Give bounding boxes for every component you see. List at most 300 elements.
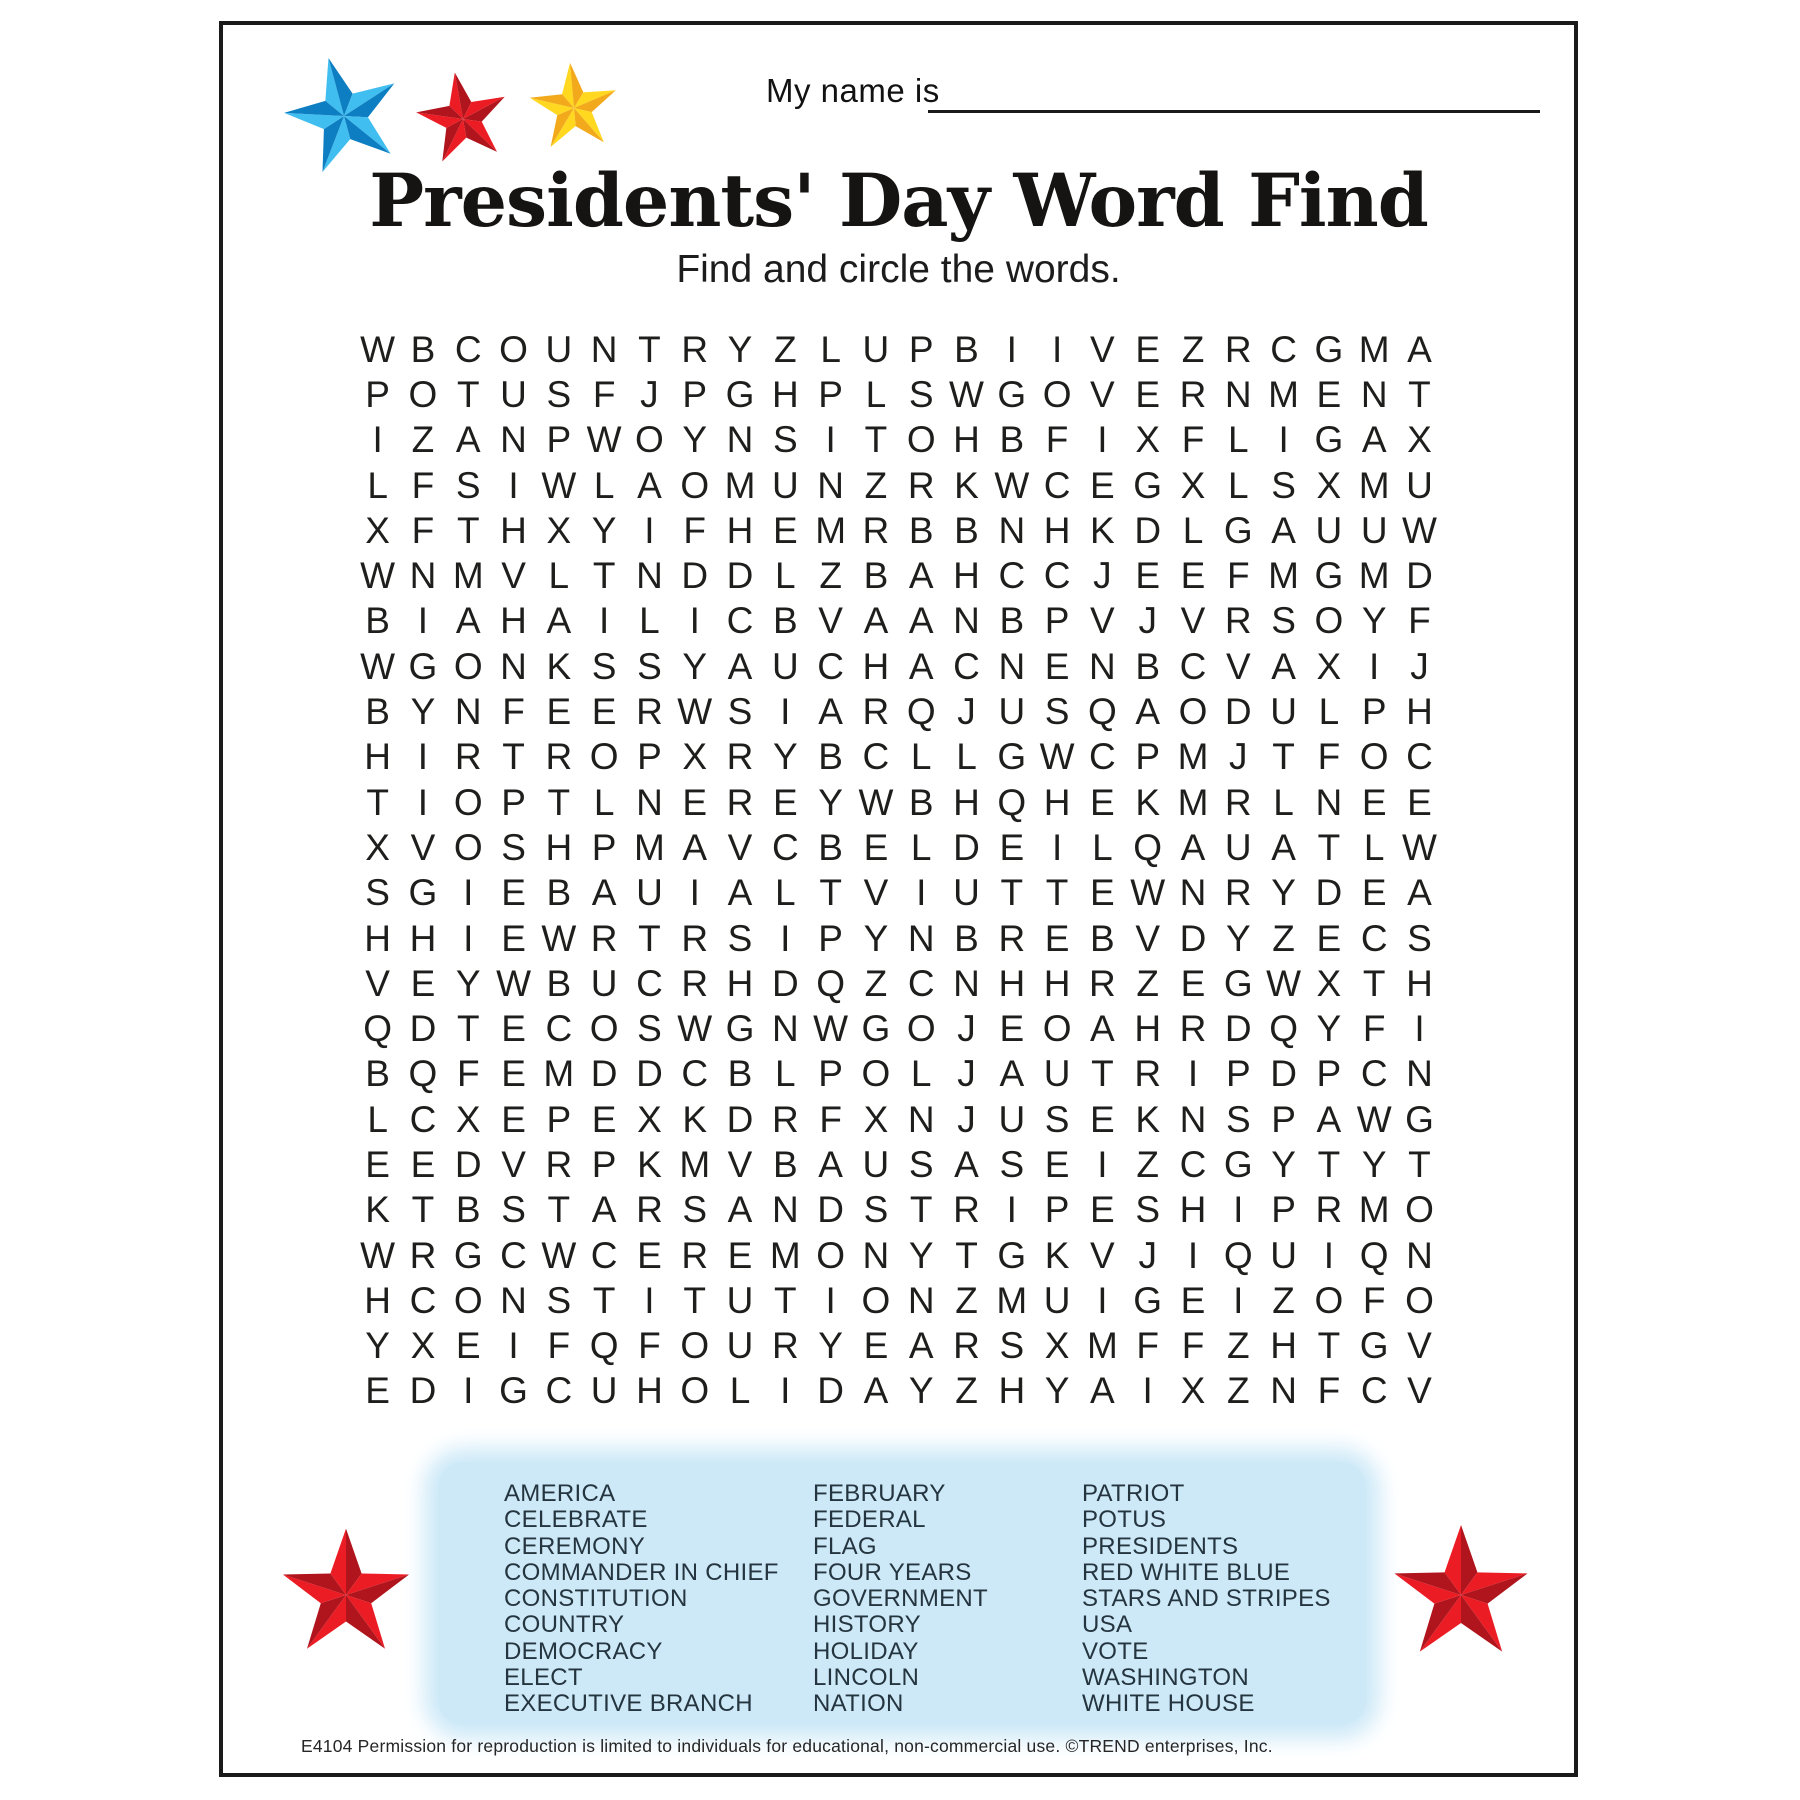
grid-letter: C: [409, 1098, 437, 1140]
grid-letter: S: [1271, 600, 1296, 642]
grid-letter: O: [453, 826, 483, 868]
grid-letter: V: [410, 826, 436, 868]
grid-letter: G: [997, 373, 1027, 415]
grid-letter: T: [638, 917, 661, 959]
grid-letter: M: [679, 1143, 711, 1185]
grid-letter: Q: [1223, 1234, 1253, 1276]
word-item: CELEBRATE: [504, 1506, 648, 1534]
grid-letter: A: [1407, 328, 1432, 370]
grid-letter: E: [365, 1143, 390, 1185]
grid-letter: S: [365, 872, 390, 914]
grid-letter: I: [780, 1370, 791, 1412]
grid-letter: I: [1187, 1234, 1199, 1276]
word-item: FEDERAL: [813, 1506, 926, 1534]
grid-letter: J: [957, 1008, 976, 1050]
grid-letter: L: [1182, 509, 1204, 551]
grid-letter: N: [636, 555, 663, 597]
grid-letter: F: [502, 691, 525, 733]
grid-letter: P: [1271, 1189, 1296, 1231]
grid-letter: C: [545, 1370, 573, 1412]
grid-letter: E: [1316, 917, 1342, 959]
grid-letter: N: [636, 781, 663, 823]
grid-letter: L: [639, 600, 660, 642]
grid-letter: T: [1045, 872, 1069, 914]
grid-letter: B: [365, 691, 390, 733]
grid-letter: X: [1316, 645, 1342, 687]
grid-letter: B: [772, 1143, 798, 1185]
grid-letter: E: [1090, 781, 1115, 823]
grid-letter: E: [772, 509, 798, 551]
grid-letter: T: [638, 328, 661, 370]
grid-letter: M: [452, 555, 484, 597]
grid-letter: H: [998, 1370, 1026, 1412]
grid-letter: D: [590, 1053, 618, 1095]
grid-letter: G: [1314, 419, 1344, 461]
grid-letter: O: [1314, 1279, 1344, 1321]
grid-letter: F: [1317, 1370, 1341, 1412]
grid-letter: P: [908, 328, 934, 370]
grid-letter: U: [726, 1325, 754, 1367]
grid-letter: F: [547, 1325, 571, 1367]
grid-letter: U: [1270, 691, 1297, 733]
grid-letter: J: [1093, 555, 1112, 597]
grid-letter: F: [1181, 1325, 1205, 1367]
grid-letter: R: [771, 1325, 799, 1367]
grid-letter: K: [1090, 509, 1115, 551]
grid-letter: E: [1135, 373, 1161, 415]
grid-letter: C: [1043, 464, 1071, 506]
grid-letter: S: [637, 645, 662, 687]
grid-letter: C: [681, 1053, 709, 1095]
grid-letter: C: [726, 600, 754, 642]
grid-letter: D: [454, 1143, 482, 1185]
grid-letter: V: [727, 1143, 753, 1185]
grid-letter: H: [771, 373, 799, 415]
grid-letter: M: [1358, 1189, 1390, 1231]
grid-letter: F: [1362, 1008, 1386, 1050]
grid-letter: W: [1402, 826, 1437, 868]
word-item: VOTE: [1082, 1637, 1149, 1665]
grid-letter: E: [1090, 1189, 1115, 1231]
grid-letter: D: [1134, 509, 1162, 551]
grid-letter: P: [365, 373, 390, 415]
grid-letter: M: [1177, 781, 1209, 823]
grid-letter: G: [861, 1008, 891, 1050]
grid-letter: E: [365, 1370, 390, 1412]
grid-letter: B: [772, 600, 798, 642]
grid-letter: H: [500, 600, 527, 642]
grid-letter: G: [1133, 464, 1163, 506]
grid-letter: I: [598, 600, 610, 642]
grid-letter: V: [1135, 917, 1161, 959]
grid-letter: U: [771, 645, 799, 687]
grid-letter: L: [865, 373, 887, 415]
grid-letter: W: [994, 464, 1030, 506]
grid-letter: A: [1090, 1370, 1115, 1412]
grid-letter: T: [1000, 872, 1024, 914]
grid-letter: G: [499, 1370, 528, 1412]
grid-letter: O: [861, 1053, 891, 1095]
grid-letter: E: [1044, 917, 1070, 959]
grid-letter: P: [818, 917, 843, 959]
grid-letter: O: [1359, 736, 1389, 778]
grid-letter: N: [454, 691, 482, 733]
grid-letter: A: [908, 600, 934, 642]
grid-letter: C: [907, 962, 935, 1004]
grid-letter: T: [547, 781, 571, 823]
grid-letter: A: [1135, 691, 1161, 733]
grid-letter: H: [1043, 962, 1071, 1004]
grid-letter: I: [1006, 1189, 1017, 1231]
grid-letter: A: [999, 1053, 1025, 1095]
grid-letter: U: [590, 1370, 618, 1412]
grid-letter: B: [818, 826, 843, 868]
grid-letter: E: [1090, 872, 1115, 914]
grid-letter: E: [501, 1098, 526, 1140]
grid-letter: U: [1270, 1234, 1297, 1276]
grid-letter: F: [592, 373, 616, 415]
grid-letter: A: [727, 872, 753, 914]
grid-letter: A: [637, 464, 662, 506]
grid-letter: I: [1323, 1234, 1335, 1276]
grid-letter: A: [1407, 872, 1432, 914]
word-item: RED WHITE BLUE: [1082, 1558, 1291, 1586]
grid-letter: F: [1226, 555, 1250, 597]
grid-letter: O: [680, 1325, 710, 1367]
word-item: DEMOCRACY: [504, 1637, 663, 1665]
grid-letter: L: [820, 328, 841, 370]
grid-letter: C: [1360, 917, 1388, 959]
grid-letter: T: [819, 872, 842, 914]
grid-letter: I: [1233, 1279, 1244, 1321]
grid-letter: N: [907, 1279, 935, 1321]
grid-letter: I: [1097, 1279, 1108, 1321]
grid-letter: H: [953, 419, 980, 461]
grid-letter: P: [1044, 1189, 1070, 1231]
grid-letter: W: [496, 962, 531, 1004]
grid-letter: R: [726, 781, 754, 823]
grid-letter: L: [729, 1370, 751, 1412]
grid-letter: Q: [906, 691, 936, 733]
grid-letter: N: [771, 1008, 799, 1050]
grid-letter: E: [410, 1143, 436, 1185]
grid-letter: Z: [819, 555, 842, 597]
grid-letter: R: [1179, 1008, 1207, 1050]
word-item: COMMANDER IN CHIEF: [504, 1558, 779, 1586]
grid-letter: G: [408, 645, 438, 687]
grid-letter: I: [463, 872, 474, 914]
grid-letter: A: [455, 600, 481, 642]
grid-letter: U: [545, 328, 573, 370]
grid-letter: E: [1090, 464, 1115, 506]
grid-letter: L: [775, 1053, 796, 1095]
grid-letter: L: [956, 736, 977, 778]
grid-letter: B: [365, 600, 390, 642]
grid-letter: L: [593, 781, 615, 823]
grid-letter: L: [1092, 826, 1113, 868]
grid-letter: X: [455, 1098, 481, 1140]
grid-letter: G: [1405, 1098, 1434, 1140]
grid-letter: B: [1090, 917, 1115, 959]
grid-letter: Q: [408, 1053, 438, 1095]
grid-letter: E: [1135, 555, 1161, 597]
grid-letter: O: [453, 781, 483, 823]
word-item: HOLIDAY: [813, 1637, 919, 1665]
grid-letter: N: [998, 645, 1026, 687]
grid-letter: I: [1233, 1189, 1244, 1231]
grid-letter: D: [1224, 1008, 1252, 1050]
grid-letter: I: [1097, 419, 1108, 461]
grid-letter: R: [1315, 1189, 1343, 1231]
grid-letter: K: [546, 645, 572, 687]
grid-letter: A: [455, 419, 481, 461]
grid-letter: D: [817, 1370, 844, 1412]
grid-letter: S: [1407, 917, 1432, 959]
grid-letter: M: [1268, 373, 1299, 415]
grid-letter: L: [775, 872, 796, 914]
grid-letter: I: [1414, 1008, 1425, 1050]
grid-letter: V: [1407, 1370, 1432, 1412]
grid-letter: V: [727, 826, 753, 868]
grid-letter: S: [999, 1143, 1025, 1185]
grid-letter: Z: [864, 464, 888, 506]
grid-letter: X: [1316, 464, 1342, 506]
grid-letter: I: [644, 1279, 655, 1321]
grid-letter: P: [1316, 1053, 1342, 1095]
grid-letter: V: [1090, 600, 1115, 642]
grid-letter: C: [1089, 736, 1116, 778]
grid-letter: D: [681, 555, 709, 597]
grid-letter: T: [1408, 1143, 1431, 1185]
grid-letter: O: [861, 1279, 891, 1321]
grid-letter: N: [1179, 1098, 1207, 1140]
word-item: CONSTITUTION: [504, 1585, 688, 1613]
grid-letter: N: [500, 645, 527, 687]
word-item: GOVERNMENT: [813, 1585, 989, 1613]
grid-letter: N: [998, 509, 1026, 551]
grid-letter: T: [502, 736, 525, 778]
grid-letter: I: [1051, 328, 1063, 370]
grid-letter: Y: [1271, 872, 1296, 914]
word-item: EXECUTIVE BRANCH: [504, 1690, 753, 1718]
grid-letter: I: [1369, 645, 1380, 687]
grid-letter: I: [1097, 1143, 1108, 1185]
grid-letter: I: [417, 600, 429, 642]
grid-letter: N: [817, 464, 844, 506]
grid-letter: R: [681, 1234, 709, 1276]
grid-letter: P: [501, 781, 526, 823]
grid-letter: G: [997, 736, 1027, 778]
grid-letter: O: [499, 328, 528, 370]
grid-letter: C: [1406, 736, 1433, 778]
grid-letter: T: [909, 1189, 933, 1231]
grid-letter: I: [780, 917, 791, 959]
grid-letter: S: [637, 1008, 662, 1050]
grid-letter: E: [1044, 1143, 1070, 1185]
grid-letter: C: [771, 826, 799, 868]
grid-letter: G: [408, 872, 438, 914]
grid-letter: C: [1270, 328, 1297, 370]
grid-letter: W: [541, 464, 577, 506]
grid-letter: G: [1223, 509, 1253, 551]
grid-letter: H: [726, 509, 754, 551]
grid-letter: R: [998, 917, 1026, 959]
grid-letter: B: [954, 328, 979, 370]
grid-letter: I: [1187, 1053, 1199, 1095]
grid-letter: A: [1180, 826, 1206, 868]
grid-letter: S: [908, 373, 934, 415]
grid-letter: I: [689, 872, 700, 914]
grid-letter: Y: [863, 917, 889, 959]
grid-letter: A: [863, 600, 889, 642]
grid-letter: I: [644, 509, 655, 551]
grid-letter: R: [771, 1098, 799, 1140]
grid-letter: P: [546, 419, 572, 461]
grid-letter: E: [455, 1325, 481, 1367]
grid-letter: Y: [591, 509, 617, 551]
grid-letter: U: [1043, 1053, 1071, 1095]
grid-letter: F: [1317, 736, 1341, 778]
grid-letter: U: [998, 1098, 1026, 1140]
grid-letter: J: [1410, 645, 1429, 687]
grid-letter: P: [546, 1098, 572, 1140]
grid-letter: L: [1318, 691, 1340, 733]
grid-letter: W: [360, 555, 396, 597]
grid-letter: H: [1043, 509, 1071, 551]
grid-letter: F: [1408, 600, 1431, 642]
grid-letter: S: [1044, 1098, 1070, 1140]
grid-letter: Y: [365, 1325, 390, 1367]
grid-letter: F: [1362, 1279, 1386, 1321]
grid-letter: V: [501, 555, 526, 597]
grid-letter: H: [636, 1370, 663, 1412]
grid-letter: S: [1225, 1098, 1251, 1140]
grid-letter: U: [953, 872, 980, 914]
word-item: POTUS: [1082, 1506, 1167, 1534]
grid-letter: T: [547, 1189, 571, 1231]
grid-letter: E: [1180, 1279, 1206, 1321]
grid-letter: Y: [410, 691, 436, 733]
grid-letter: N: [953, 962, 980, 1004]
grid-letter: P: [1044, 600, 1070, 642]
grid-letter: G: [453, 1234, 483, 1276]
grid-letter: K: [1044, 1234, 1070, 1276]
grid-letter: W: [858, 781, 894, 823]
grid-letter: N: [1224, 373, 1252, 415]
grid-letter: E: [1316, 373, 1342, 415]
grid-letter: Q: [816, 962, 845, 1004]
grid-letter: B: [727, 1053, 753, 1095]
grid-letter: J: [1138, 600, 1157, 642]
grid-letter: X: [637, 1098, 662, 1140]
grid-letter: P: [637, 736, 662, 778]
grid-letter: X: [1044, 1325, 1070, 1367]
grid-letter: W: [1039, 736, 1075, 778]
bottom-right-red-star-icon: [1384, 1518, 1538, 1672]
grid-letter: I: [689, 600, 700, 642]
grid-letter: X: [863, 1098, 889, 1140]
grid-letter: V: [1090, 1234, 1115, 1276]
grid-letter: T: [1317, 826, 1341, 868]
grid-letter: J: [1138, 1234, 1157, 1276]
grid-letter: E: [501, 1053, 526, 1095]
word-item: FEBRUARY: [813, 1480, 946, 1507]
grid-letter: E: [999, 1008, 1025, 1050]
grid-letter: C: [636, 962, 663, 1004]
grid-letter: V: [1225, 645, 1251, 687]
grid-letter: T: [456, 509, 480, 551]
grid-letter: L: [775, 555, 796, 597]
grid-letter: F: [638, 1325, 661, 1367]
grid-letter: Z: [1272, 1279, 1295, 1321]
grid-letter: T: [456, 1008, 480, 1050]
word-item: HISTORY: [813, 1611, 921, 1639]
grid-letter: K: [954, 464, 979, 506]
grid-letter: W: [813, 1008, 849, 1050]
grid-letter: R: [862, 691, 890, 733]
grid-letter: I: [508, 1325, 519, 1367]
grid-letter: O: [1042, 373, 1072, 415]
grid-letter: O: [589, 1008, 619, 1050]
word-item: PATRIOT: [1082, 1480, 1185, 1507]
grid-letter: H: [364, 917, 392, 959]
grid-letter: F: [819, 1098, 842, 1140]
grid-letter: R: [862, 509, 890, 551]
grid-letter: U: [1315, 509, 1343, 551]
grid-letter: O: [408, 373, 438, 415]
grid-letter: Z: [1226, 1325, 1250, 1367]
grid-letter: R: [1224, 600, 1252, 642]
grid-letter: I: [780, 691, 791, 733]
grid-letter: E: [546, 691, 572, 733]
grid-letter: P: [591, 826, 617, 868]
grid-letter: V: [1090, 373, 1115, 415]
grid-letter: V: [1090, 328, 1115, 370]
grid-letter: O: [680, 464, 710, 506]
grid-letter: R: [636, 1189, 663, 1231]
grid-letter: Z: [774, 328, 797, 370]
grid-letter: Y: [455, 962, 481, 1004]
grid-letter: I: [463, 1370, 474, 1412]
grid-letter: N: [1089, 645, 1116, 687]
word-item: FLAG: [813, 1532, 877, 1560]
grid-letter: T: [683, 1279, 707, 1321]
word-item: WASHINGTON: [1082, 1664, 1250, 1692]
grid-letter: D: [1270, 1053, 1297, 1095]
grid-letter: T: [1362, 962, 1386, 1004]
grid-letter: F: [456, 1053, 480, 1095]
grid-letter: S: [908, 1143, 934, 1185]
grid-letter: Y: [818, 781, 843, 823]
grid-letter: X: [1407, 419, 1432, 461]
grid-letter: B: [908, 509, 934, 551]
grid-letter: H: [1406, 691, 1433, 733]
grid-letter: X: [1180, 464, 1206, 506]
grid-letter: E: [863, 1325, 889, 1367]
word-item: CEREMONY: [504, 1532, 646, 1560]
grid-letter: R: [1179, 373, 1207, 415]
grid-letter: W: [677, 691, 713, 733]
grid-letter: E: [410, 962, 436, 1004]
grid-letter: Y: [1361, 600, 1387, 642]
grid-letter: G: [1314, 555, 1344, 597]
grid-letter: E: [1180, 555, 1206, 597]
grid-letter: K: [365, 1189, 390, 1231]
grid-letter: Y: [1225, 917, 1251, 959]
grid-letter: B: [410, 328, 436, 370]
grid-letter: E: [1361, 872, 1387, 914]
grid-letter: O: [453, 1279, 483, 1321]
